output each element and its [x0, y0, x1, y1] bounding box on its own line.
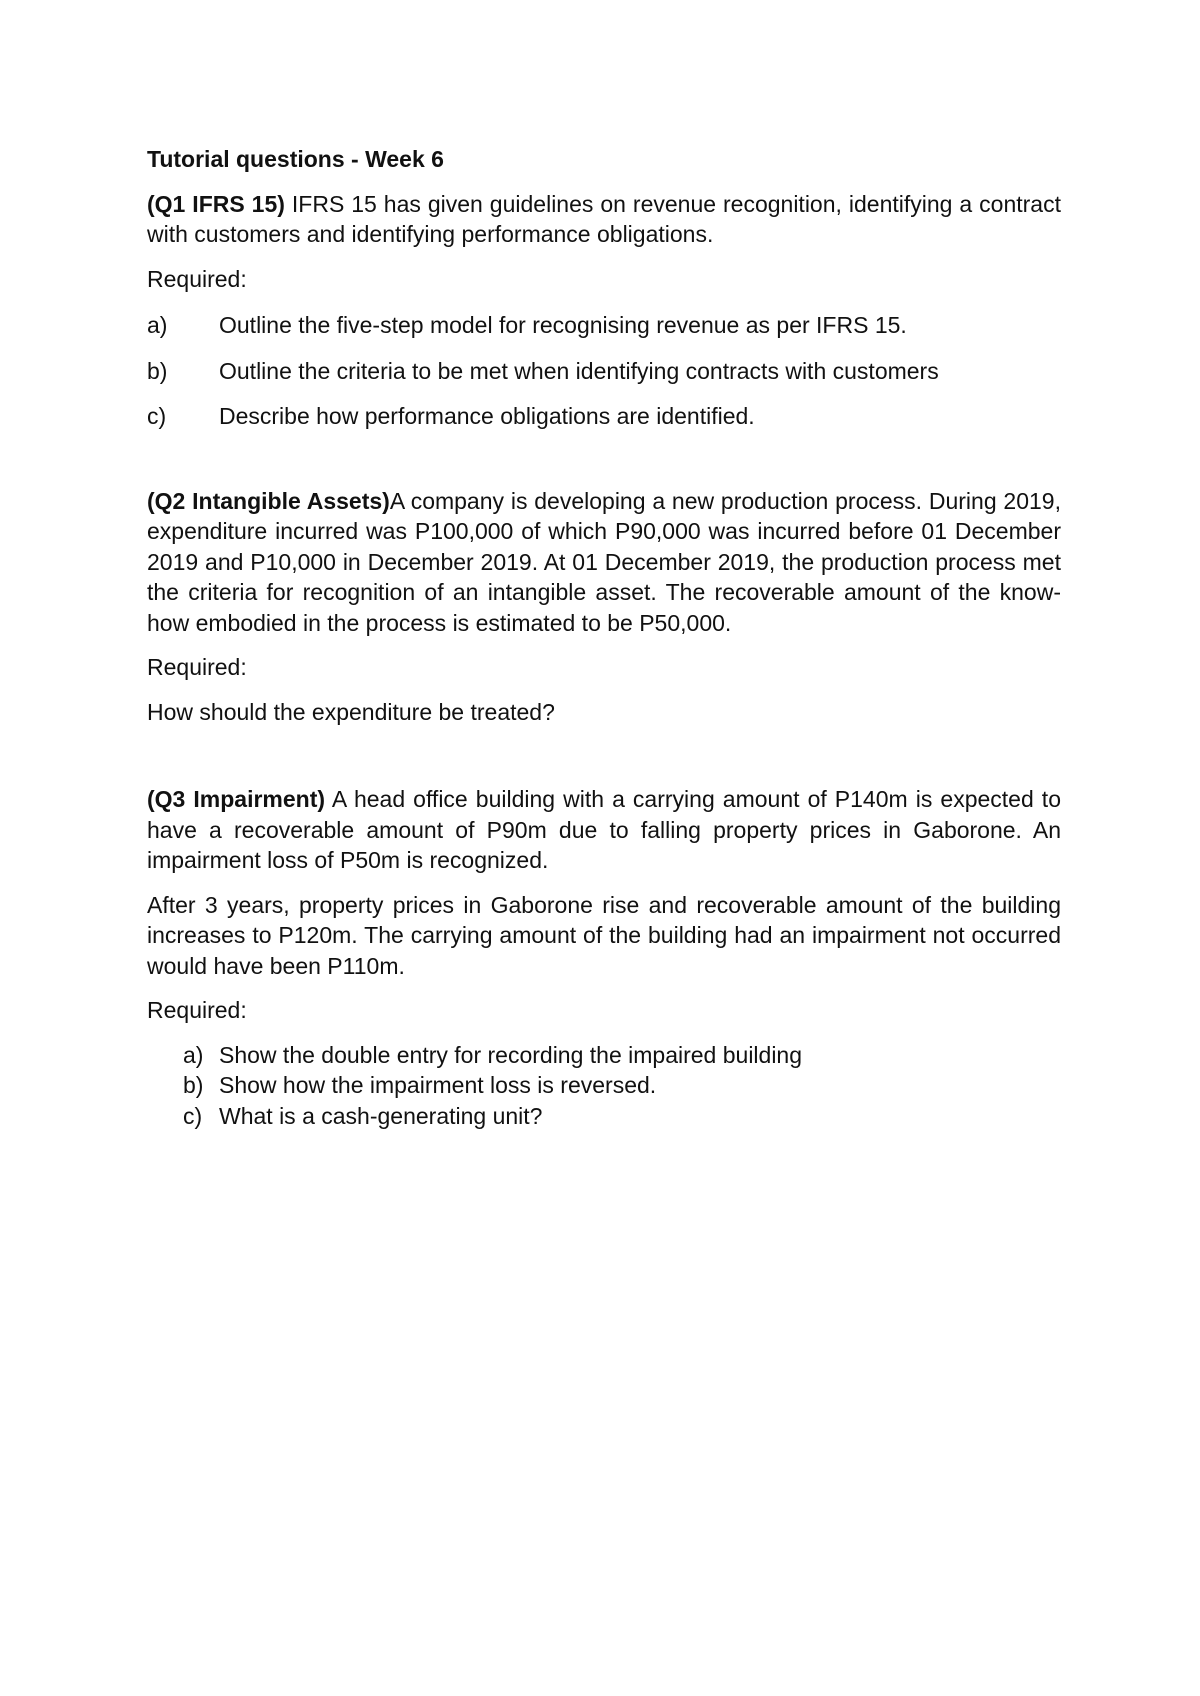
q3-intro — [147, 784, 1061, 876]
q3-lead: (Q3 Impairment) — [147, 786, 326, 812]
q3-task-item — [147, 1101, 1061, 1132]
question-3 — [147, 784, 1061, 1131]
q3-task-text: Show the double entry for recording the impaired building — [219, 1041, 803, 1068]
q3-task-list — [147, 1040, 1061, 1132]
document-page — [147, 144, 1061, 1131]
q1-intro — [147, 189, 1061, 250]
q1-task-item — [147, 356, 1061, 387]
list-marker: b) — [183, 1072, 204, 1098]
q1-lead: (Q1 IFRS 15) — [147, 190, 285, 217]
section-spacer — [147, 727, 1061, 784]
list-marker: c) — [147, 403, 167, 429]
q1-text: IFRS 15 has given guidelines on revenue recognition, identifying a contract with customers and identifying performance obligations. — [147, 190, 1061, 247]
q3-task-text: Show how the impairment loss is reversed. — [219, 1072, 657, 1098]
q2-lead: (Q2 Intangible Assets) — [147, 487, 390, 514]
list-marker: b) — [147, 357, 168, 384]
q2-required-label: Required: — [147, 654, 247, 680]
q3-task-text: What is a cash-generating unit? — [219, 1102, 543, 1129]
section-spacer — [147, 447, 1061, 486]
question-1 — [147, 189, 1061, 432]
q1-task-text: Describe how performance obligations are identified. — [219, 403, 755, 429]
q3-task-item — [147, 1070, 1061, 1101]
q3-text: A head office building with a carrying amount of P140m is expected to have a recoverable amount of P90m due to falling property prices in Gaborone. An impairment loss of P50m is recognized. — [147, 786, 1061, 873]
q1-task-item — [147, 401, 1061, 432]
q1-task-item — [147, 310, 1061, 341]
q2-text: A company is developing a new production process. During 2019, expenditure incurred was P100,000 of which P90,000 was incurred before 01 December 2019 and P10,000 in December 2019. At 01 December 2019, the production process met the criteria for recognition of an intangible asset. The recoverable amount of the know-how embodied in the process is estimated to be P50,000. — [147, 487, 1061, 636]
q2-intro — [147, 486, 1061, 639]
q3-paragraph-2: After 3 years, property prices in Gaborone rise and recoverable amount of the building increases to P120m. The carrying amount of the building had an impairment not occurred would have been P110m. — [147, 891, 1061, 979]
q2-question: How should the expenditure be treated? — [147, 698, 555, 725]
question-2 — [147, 486, 1061, 728]
page-title: Tutorial questions - Week 6 — [147, 146, 444, 172]
q3-task-item — [147, 1040, 1061, 1071]
list-marker: a) — [147, 312, 168, 338]
list-marker: a) — [183, 1041, 204, 1068]
q1-required-label: Required: — [147, 265, 247, 292]
q1-task-text: Outline the five-step model for recognising revenue as per IFRS 15. — [219, 312, 907, 338]
q1-task-list — [147, 310, 1061, 432]
list-marker: c) — [183, 1102, 203, 1129]
q1-task-text: Outline the criteria to be met when identifying contracts with customers — [219, 357, 939, 384]
q3-required-label: Required: — [147, 997, 247, 1023]
